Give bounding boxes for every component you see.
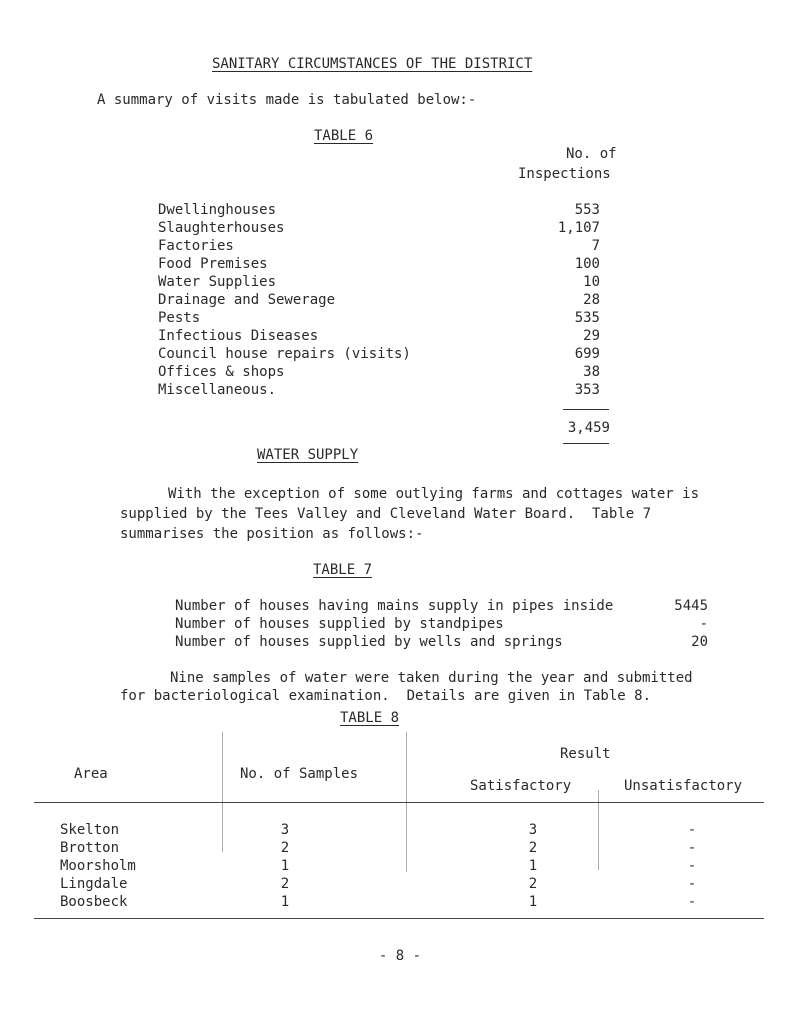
table8-cell-unsatisfactory: - (687, 876, 697, 892)
table6-row-label: Water Supplies (158, 274, 277, 290)
water-supply-paragraph-line: summarises the position as follows:- (120, 526, 424, 542)
samples-paragraph-line: Nine samples of water were taken during the year and submitted (170, 670, 693, 686)
page-heading: SANITARY CIRCUMSTANCES OF THE DISTRICT (212, 56, 533, 72)
total-rule-bottom (563, 443, 609, 444)
table8-cell-area: Moorsholm (60, 858, 136, 874)
table6-row-label: Dwellinghouses (158, 202, 277, 218)
table6-row-value: 28 (583, 292, 600, 308)
table6-row-label: Drainage and Sewerage (158, 292, 336, 308)
table6-row-value: 699 (574, 346, 600, 362)
table8-cell-unsatisfactory: - (687, 858, 697, 874)
table8-cell-area: Lingdale (60, 876, 128, 892)
table6-total: 3,459 (567, 420, 610, 436)
table8-cell-area: Skelton (60, 822, 120, 838)
table6-row-value: 100 (574, 256, 600, 272)
table6-row-value: 10 (583, 274, 600, 290)
table8-cell-satisfactory: 3 (528, 822, 538, 838)
table6-row-label: Council house repairs (visits) (158, 346, 411, 362)
table6-row-value: 7 (591, 238, 600, 254)
table6-row-label: Infectious Diseases (158, 328, 319, 344)
table7-row-label: Number of houses supplied by wells and springs (175, 634, 563, 650)
table8-cell-unsatisfactory: - (687, 822, 697, 838)
table6-row-value: 553 (574, 202, 600, 218)
table7-row-value: 5445 (674, 598, 708, 614)
table6-row-value: 38 (583, 364, 600, 380)
table8-cell-satisfactory: 2 (528, 876, 538, 892)
table7-row-label: Number of houses having mains supply in pipes inside (175, 598, 614, 614)
table6-row-label: Slaughterhouses (158, 220, 285, 236)
table7-row-value: - (699, 616, 708, 632)
table6-row-value: 535 (574, 310, 600, 326)
table6-row-label: Miscellaneous. (158, 382, 277, 398)
table7-row-label: Number of houses supplied by standpipes (175, 616, 504, 632)
table8-header-unsatisfactory: Unsatisfactory (624, 778, 743, 794)
table8-header-result: Result (560, 746, 611, 762)
table8-header-samples: No. of Samples (240, 766, 359, 782)
table8-header-satisfactory: Satisfactory (470, 778, 572, 794)
table8-cell-area: Brotton (60, 840, 120, 856)
samples-paragraph-line: for bacteriological examination. Details are given in Table 8. (120, 688, 652, 704)
table6-row-value: 353 (574, 382, 600, 398)
table8-cell-samples: 1 (280, 894, 290, 910)
table6-col-header-1: No. of (566, 146, 617, 162)
table7-row-value: 20 (691, 634, 708, 650)
table8-header-area: Area (74, 766, 108, 782)
table8-cell-samples: 2 (280, 840, 290, 856)
table8-bottom-rule (34, 918, 764, 919)
table8-cell-satisfactory: 1 (528, 894, 538, 910)
table6-title: TABLE 6 (314, 128, 374, 144)
table8-cell-unsatisfactory: - (687, 894, 697, 910)
table6-row-value: 29 (583, 328, 600, 344)
table8-cell-samples: 3 (280, 822, 290, 838)
table8-cell-satisfactory: 2 (528, 840, 538, 856)
table6-row-label: Factories (158, 238, 234, 254)
table6-row-label: Food Premises (158, 256, 268, 272)
table8-cell-samples: 2 (280, 876, 290, 892)
table6-row-value: 1,107 (557, 220, 600, 236)
table8-cell-samples: 1 (280, 858, 290, 874)
page-number: - 8 - (378, 948, 422, 964)
water-supply-heading: WATER SUPPLY (257, 447, 359, 463)
intro-text: A summary of visits made is tabulated below:- (97, 92, 477, 108)
table6-row-label: Offices & shops (158, 364, 285, 380)
table8-header-rule (34, 802, 764, 803)
table6-col-header-2: Inspections (518, 166, 611, 182)
water-supply-paragraph-line: With the exception of some outlying farms and cottages water is (168, 486, 700, 502)
table8-cell-unsatisfactory: - (687, 840, 697, 856)
table6-row-label: Pests (158, 310, 201, 326)
table8-cell-area: Boosbeck (60, 894, 128, 910)
table8-title: TABLE 8 (340, 710, 400, 726)
water-supply-paragraph-line: supplied by the Tees Valley and Cleveland Water Board. Table 7 (120, 506, 652, 522)
table8-cell-satisfactory: 1 (528, 858, 538, 874)
table8-column-divider (222, 732, 223, 852)
total-rule-top (563, 409, 609, 410)
table7-title: TABLE 7 (313, 562, 373, 578)
